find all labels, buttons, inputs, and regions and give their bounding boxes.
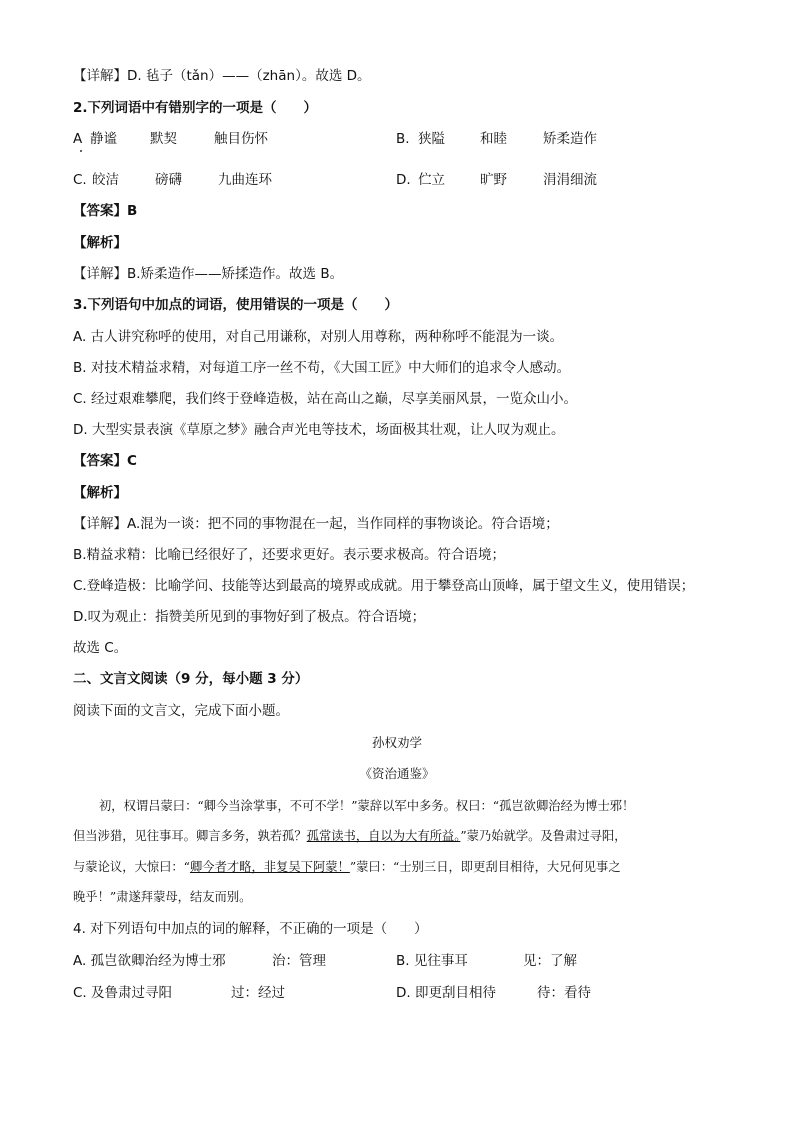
q2-option-d-word: 旷野 xyxy=(480,172,507,188)
q2-option-c-word: 磅礴 xyxy=(155,172,182,188)
q2-answer: 【答案】B xyxy=(73,203,138,219)
q2-stem: 2.下列词语中有错别字的一项是（ ） xyxy=(73,100,318,116)
q2-option-a-label: A xyxy=(73,131,83,147)
passage-title: 孙权劝学 xyxy=(371,735,422,750)
q4-option-b-text: B. 见往事耳 xyxy=(396,953,468,969)
q2-option-d-label: D. xyxy=(396,172,411,188)
q4-option-c-text: C. 及鲁肃过寻阳 xyxy=(73,985,173,1001)
passage-line xyxy=(73,827,627,845)
passage-text: 与蒙论议，大惊曰：“ xyxy=(73,860,190,874)
q2-option-a-word: 触目伤怀 xyxy=(214,131,268,147)
q2-option-d-word: 伫立 xyxy=(418,172,445,188)
section-2-heading: 二、文言文阅读（9 分，每小题 3 分） xyxy=(73,671,309,687)
passage-underlined-text: 卿今者才略，非复吴下阿蒙！ xyxy=(189,860,350,874)
q2-option-a-word: 静谧 xyxy=(90,131,117,147)
q3-option-c: C. 经过艰难攀爬，我们终于登峰造极，站在高山之巅，尽享美丽风景，一览众山小。 xyxy=(73,391,578,407)
q2-option-c-word: 九曲连环 xyxy=(218,172,272,188)
q3-answer: 【答案】C xyxy=(73,453,137,469)
q2-option-a-word: 默契 xyxy=(150,131,177,147)
passage-line: 晚乎！”肃遂拜蒙母，结友而别。 xyxy=(73,890,252,904)
q1-detail: 【详解】D. 毡子（tǎn）——（zhān）。故选 D。 xyxy=(73,68,371,84)
q3-stem: 3.下列语句中加点的词语，使用错误的一项是（ ） xyxy=(73,297,399,313)
q2-option-b-word: 和睦 xyxy=(480,131,507,147)
q4-stem: 4. 对下列语句中加点的词的解释，不正确的一项是（ ） xyxy=(73,921,428,937)
passage-line: 初，权谓吕蒙曰：“卿今当涂掌事，不可不学！”蒙辞以军中多务。权曰：“孤岂欲卿治经为博士邪！ xyxy=(99,799,635,813)
q2-option-c-word: 皎洁 xyxy=(92,172,119,188)
q3-detail-b: B.精益求精：比喻已经很好了，还要求更好。表示要求极高。符合语境； xyxy=(73,547,506,563)
passage-source: 《资治通鉴》 xyxy=(359,766,435,781)
emphasis-dot xyxy=(80,150,82,152)
q2-option-d-word: 涓涓细流 xyxy=(543,172,597,188)
q3-conclusion: 故选 C。 xyxy=(73,640,128,656)
q3-option-d: D. 大型实景表演《草原之梦》融合声光电等技术，场面极其壮观，让人叹为观止。 xyxy=(73,422,565,438)
q4-option-b-gloss: 见：了解 xyxy=(523,953,577,969)
q2-option-c-label: C. xyxy=(73,172,87,188)
passage-underlined-text: 孤常读书，自以为大有所益。 xyxy=(306,829,461,843)
q4-option-a-gloss: 治：管理 xyxy=(272,953,326,969)
section-2-instruction: 阅读下面的文言文，完成下面小题。 xyxy=(73,703,289,719)
q4-option-a-text: A. 孤岂欲卿治经为博士邪 xyxy=(73,953,226,969)
q4-option-c-gloss: 过：经过 xyxy=(231,985,285,1001)
q4-option-d-text: D. 即更刮目相待 xyxy=(396,985,496,1001)
passage-line xyxy=(73,858,621,876)
q3-analysis-label: 【解析】 xyxy=(73,485,127,501)
q2-detail: 【详解】B.矫柔造作——矫揉造作。故选 B。 xyxy=(73,266,344,282)
q3-option-b: B. 对技术精益求精，对每道工序一丝不苟，《大国工匠》中大师们的追求令人感动。 xyxy=(73,360,571,376)
q3-detail-d: D.叹为观止：指赞美所见到的事物好到了极点。符合语境； xyxy=(73,609,426,625)
q2-option-b-word: 狭隘 xyxy=(418,131,445,147)
q2-option-b-word: 矫柔造作 xyxy=(543,131,597,147)
passage-text: ”蒙乃始就学。及鲁肃过寻阳， xyxy=(460,829,627,843)
q3-detail-a: 【详解】A.混为一谈：把不同的事物混在一起，当作同样的事物谈论。符合语境； xyxy=(73,516,559,532)
q2-analysis-label: 【解析】 xyxy=(73,235,127,251)
q3-option-a: A. 古人讲究称呼的使用，对自己用谦称，对别人用尊称，两种称呼不能混为一谈。 xyxy=(73,329,564,345)
q4-option-d-gloss: 待：看待 xyxy=(537,985,591,1001)
passage-text: ”蒙曰：“士别三日，即更刮目相待，大兄何见事之 xyxy=(349,860,621,874)
q3-detail-c: C.登峰造极：比喻学问、技能等达到最高的境界或成就。用于攀登高山顶峰，属于望文生义，使用错误； xyxy=(73,578,695,594)
passage-text: 但当涉猎，见往事耳。卿言多务，孰若孤？ xyxy=(73,829,307,843)
q2-option-b-label: B. xyxy=(396,131,410,147)
